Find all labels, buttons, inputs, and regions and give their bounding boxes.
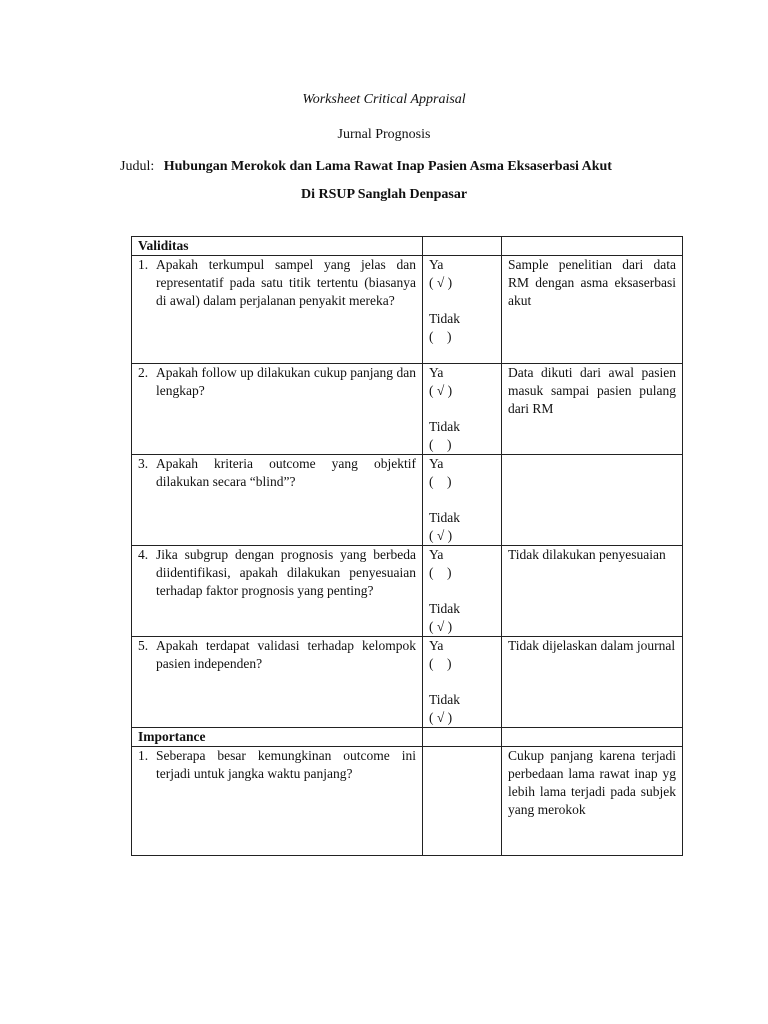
ya-label: Ya [429, 257, 444, 272]
table-row [132, 256, 683, 364]
tidak-checkbox: ( √ ) [429, 528, 453, 543]
ya-checkbox: ( √ ) [429, 275, 453, 290]
answer-cell [423, 637, 502, 728]
question-number: 3. [138, 456, 149, 471]
judul-line [120, 159, 680, 175]
answer-cell [423, 747, 502, 856]
ya-checkbox: ( ) [429, 474, 452, 489]
answer-cell [423, 256, 502, 364]
section-label-importance: Importance [132, 728, 423, 747]
question-text: Jika subgrup dengan prognosis yang berbeda diidentifikasi, apakah dilakukan penyesuaian terhadap faktor prognosis yang penting? [156, 547, 416, 598]
tidak-checkbox: ( √ ) [429, 619, 453, 634]
ya-checkbox: ( ) [429, 656, 452, 671]
tidak-checkbox: ( √ ) [429, 710, 453, 725]
tidak-label: Tidak [429, 510, 461, 525]
tidak-label: Tidak [429, 601, 461, 616]
tidak-checkbox: ( ) [429, 437, 452, 452]
ya-label: Ya [429, 456, 444, 471]
ya-label: Ya [429, 365, 444, 380]
ya-checkbox: ( ) [429, 565, 452, 580]
question-text: Apakah terkumpul sampel yang jelas dan representatif pada satu titik tertentu (biasanya di awal) dalam perjalanan penyakit mereka? [156, 257, 416, 308]
question-number: 2. [138, 365, 149, 380]
note-cell: Tidak dilakukan penyesuaian [502, 546, 683, 637]
question-number: 1. [138, 257, 149, 272]
ya-label: Ya [429, 638, 444, 653]
tidak-checkbox: ( ) [429, 329, 452, 344]
answer-cell [423, 364, 502, 455]
table-row [132, 364, 683, 455]
table-row [132, 546, 683, 637]
ya-label: Ya [429, 547, 444, 562]
note-cell: Cukup panjang karena terjadi perbedaan lama rawat inap yg lebih lama terjadi pada subjek yang merokok [502, 747, 683, 856]
question-text: Apakah follow up dilakukan cukup panjang dan lengkap? [156, 365, 416, 398]
section-row-validitas [132, 237, 683, 256]
section-row-importance [132, 728, 683, 747]
judul-title: Hubungan Merokok dan Lama Rawat Inap Pasien Asma Eksaserbasi Akut [163, 159, 612, 174]
question-cell [132, 256, 423, 364]
judul-title-continued: Di RSUP Sanglah Denpasar [300, 187, 468, 202]
document-title: Worksheet Critical Appraisal [302, 92, 466, 107]
note-cell: Data dikuti dari awal pasien masuk sampai pasien pulang dari RM [502, 364, 683, 455]
note-cell: Sample penelitian dari data RM dengan asma eksaserbasi akut [502, 256, 683, 364]
answer-cell [423, 546, 502, 637]
question-text: Seberapa besar kemungkinan outcome ini terjadi untuk jangka waktu panjang? [156, 748, 416, 781]
table-row [132, 747, 683, 856]
table-row [132, 455, 683, 546]
ya-checkbox: ( √ ) [429, 383, 453, 398]
question-text: Apakah terdapat validasi terhadap kelompok pasien independen? [156, 638, 416, 671]
tidak-label: Tidak [429, 692, 461, 707]
document-subtitle: Jurnal Prognosis [337, 127, 431, 142]
question-cell [132, 637, 423, 728]
question-text: Apakah kriteria outcome yang objektif dilakukan secara “blind”? [156, 456, 416, 489]
section-label-validitas: Validitas [132, 237, 423, 256]
question-number: 1. [138, 748, 149, 763]
note-cell [502, 455, 683, 546]
question-cell [132, 747, 423, 856]
answer-cell [423, 455, 502, 546]
tidak-label: Tidak [429, 311, 461, 326]
question-number: 4. [138, 547, 149, 562]
question-cell [132, 455, 423, 546]
judul-label: Judul: [120, 159, 155, 174]
question-cell [132, 364, 423, 455]
question-cell [132, 546, 423, 637]
appraisal-table [131, 236, 683, 856]
note-cell: Tidak dijelaskan dalam journal [502, 637, 683, 728]
question-number: 5. [138, 638, 149, 653]
tidak-label: Tidak [429, 419, 461, 434]
table-row [132, 637, 683, 728]
